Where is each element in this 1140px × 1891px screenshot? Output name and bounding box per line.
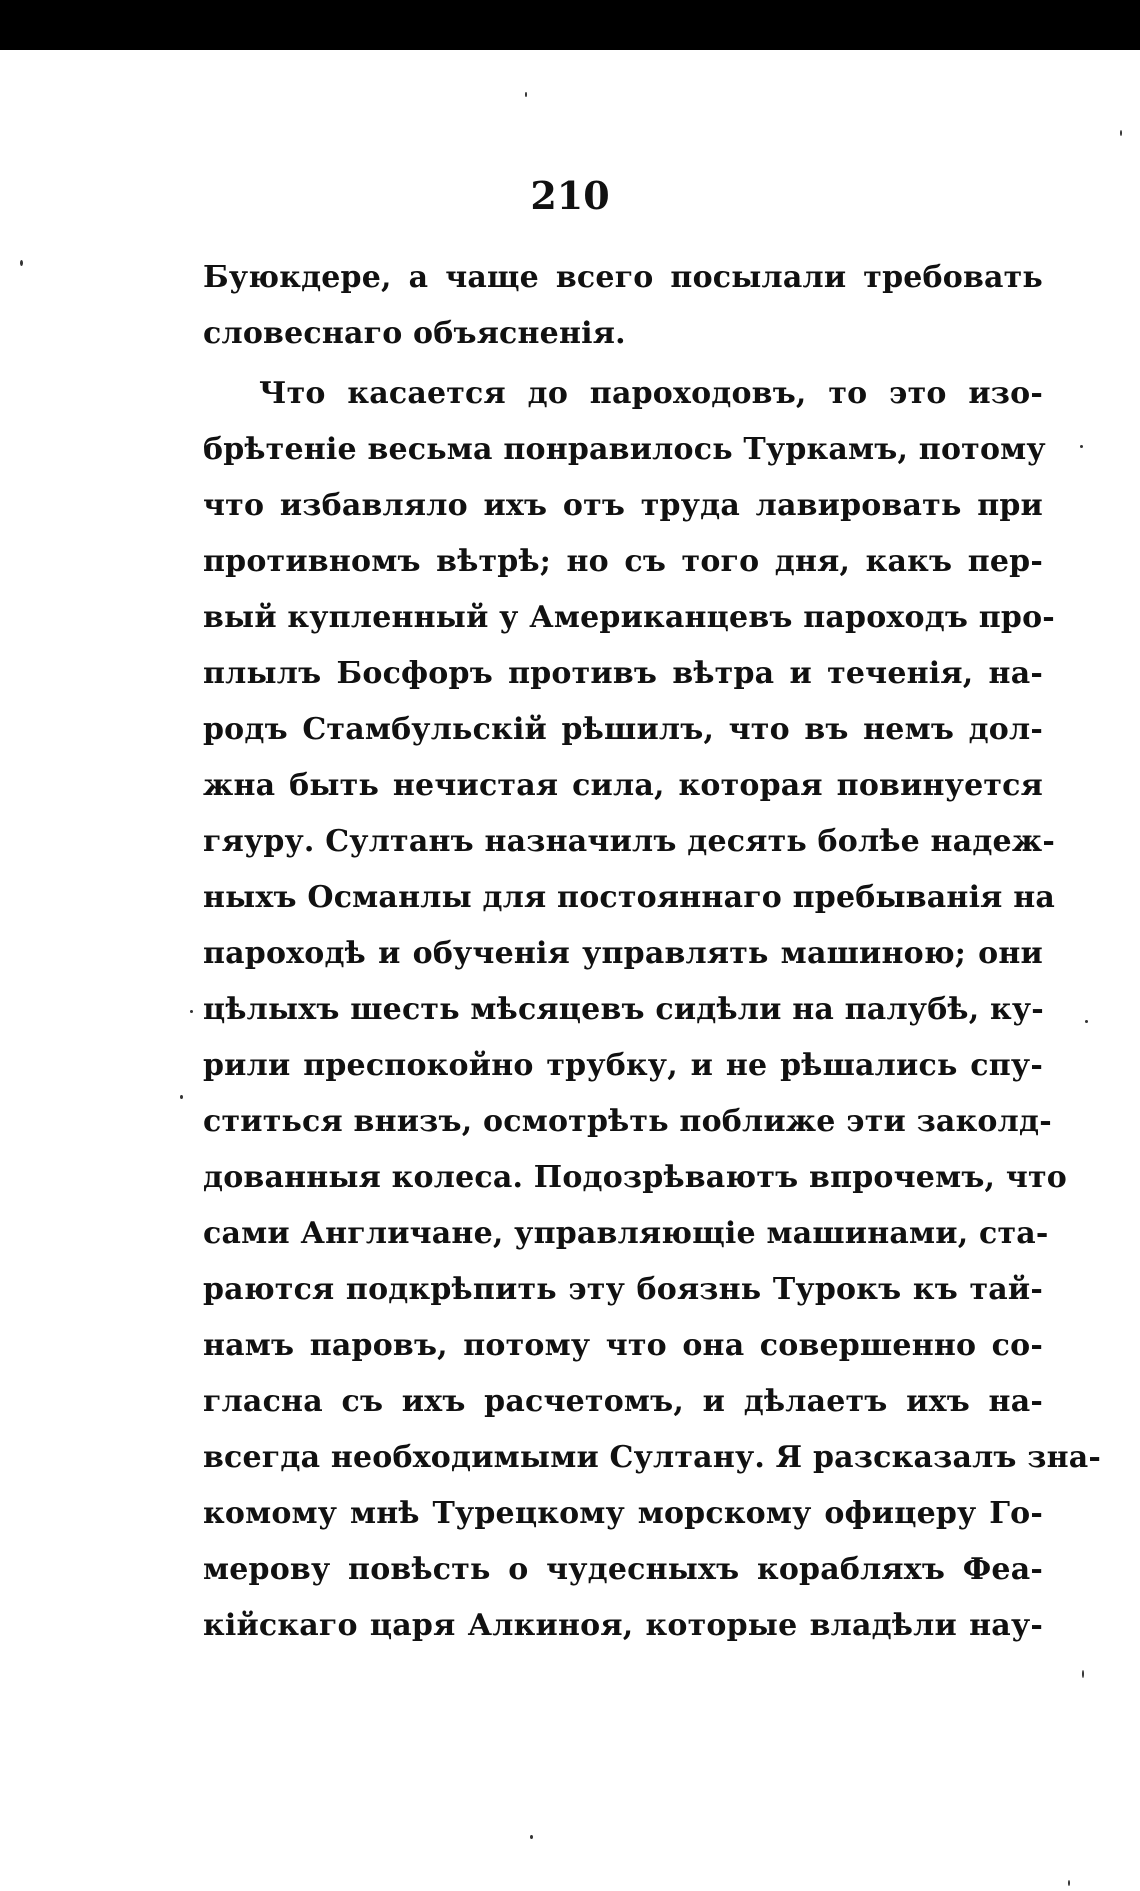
text-line: кійскаго царя Алкиноя, которые владѣли нау- — [203, 1608, 1043, 1643]
text-line: комому мнѣ Турецкому морскому офицеру Го- — [203, 1496, 1043, 1531]
text-line: гяуру. Султанъ назначилъ десять болѣе надеж- — [203, 824, 1055, 859]
text-line: плылъ Босфоръ противъ вѣтра и теченія, на- — [203, 656, 1043, 691]
text-line: словеснаго объясненія. — [203, 316, 626, 351]
text-line: сами Англичане, управляющіе машинами, ста- — [203, 1216, 1049, 1251]
scan-top-border — [0, 0, 1140, 50]
body-text — [203, 250, 1102, 1654]
scan-speck — [20, 260, 23, 266]
text-line: Буюкдере, а чаще всего посылали требовать — [203, 260, 1043, 295]
text-line: мерову повѣсть о чудесныхъ корабляхъ Феа- — [203, 1552, 1043, 1587]
scan-speck — [1120, 130, 1122, 136]
paragraph — [203, 250, 1043, 362]
text-line: брѣтеніе весьма понравилось Туркамъ, потому — [203, 432, 1046, 467]
scan-speck — [1085, 1020, 1088, 1023]
text-line: пароходѣ и обученія управлять машиною; они — [203, 936, 1043, 971]
scan-speck — [530, 1835, 533, 1839]
text-line: родъ Стамбульскій рѣшилъ, что въ немъ дол- — [203, 712, 1043, 747]
paragraph — [203, 366, 1102, 1654]
scan-speck — [190, 1010, 193, 1013]
scan-speck — [525, 92, 527, 97]
text-line: противномъ вѣтрѣ; но съ того дня, какъ пер- — [203, 544, 1043, 579]
page-number: 210 — [530, 173, 610, 218]
text-line: гласна съ ихъ расчетомъ, и дѣлаетъ ихъ на- — [203, 1384, 1043, 1419]
text-line: ныхъ Османлы для постояннаго пребыванія на — [203, 880, 1055, 915]
text-line: вый купленный у Американцевъ пароходъ про- — [203, 600, 1055, 635]
text-line: что избавляло ихъ отъ труда лавировать при — [203, 488, 1043, 523]
text-line: раются подкрѣпить эту боязнь Турокъ къ тай- — [203, 1272, 1043, 1307]
scan-speck — [1080, 445, 1083, 448]
text-line: ститься внизъ, осмотрѣть поближе эти заколд- — [203, 1104, 1052, 1139]
text-line: рили преспокойно трубку, и не рѣшались спу- — [203, 1048, 1043, 1083]
text-line: всегда необходимыми Султану. Я разсказалъ зна- — [203, 1440, 1102, 1475]
scan-speck — [180, 1095, 183, 1099]
scan-speck — [1068, 1880, 1070, 1886]
text-line: цѣлыхъ шесть мѣсяцевъ сидѣли на палубѣ, ку- — [203, 992, 1044, 1027]
text-line: намъ паровъ, потому что она совершенно со- — [203, 1328, 1043, 1363]
scan-speck — [1082, 1670, 1084, 1678]
text-line: Что касается до пароходовъ, то это изо- — [259, 376, 1043, 411]
text-line: дованныя колеса. Подозрѣваютъ впрочемъ, что — [203, 1160, 1067, 1195]
text-line: жна быть нечистая сила, которая повинуется — [203, 768, 1043, 803]
